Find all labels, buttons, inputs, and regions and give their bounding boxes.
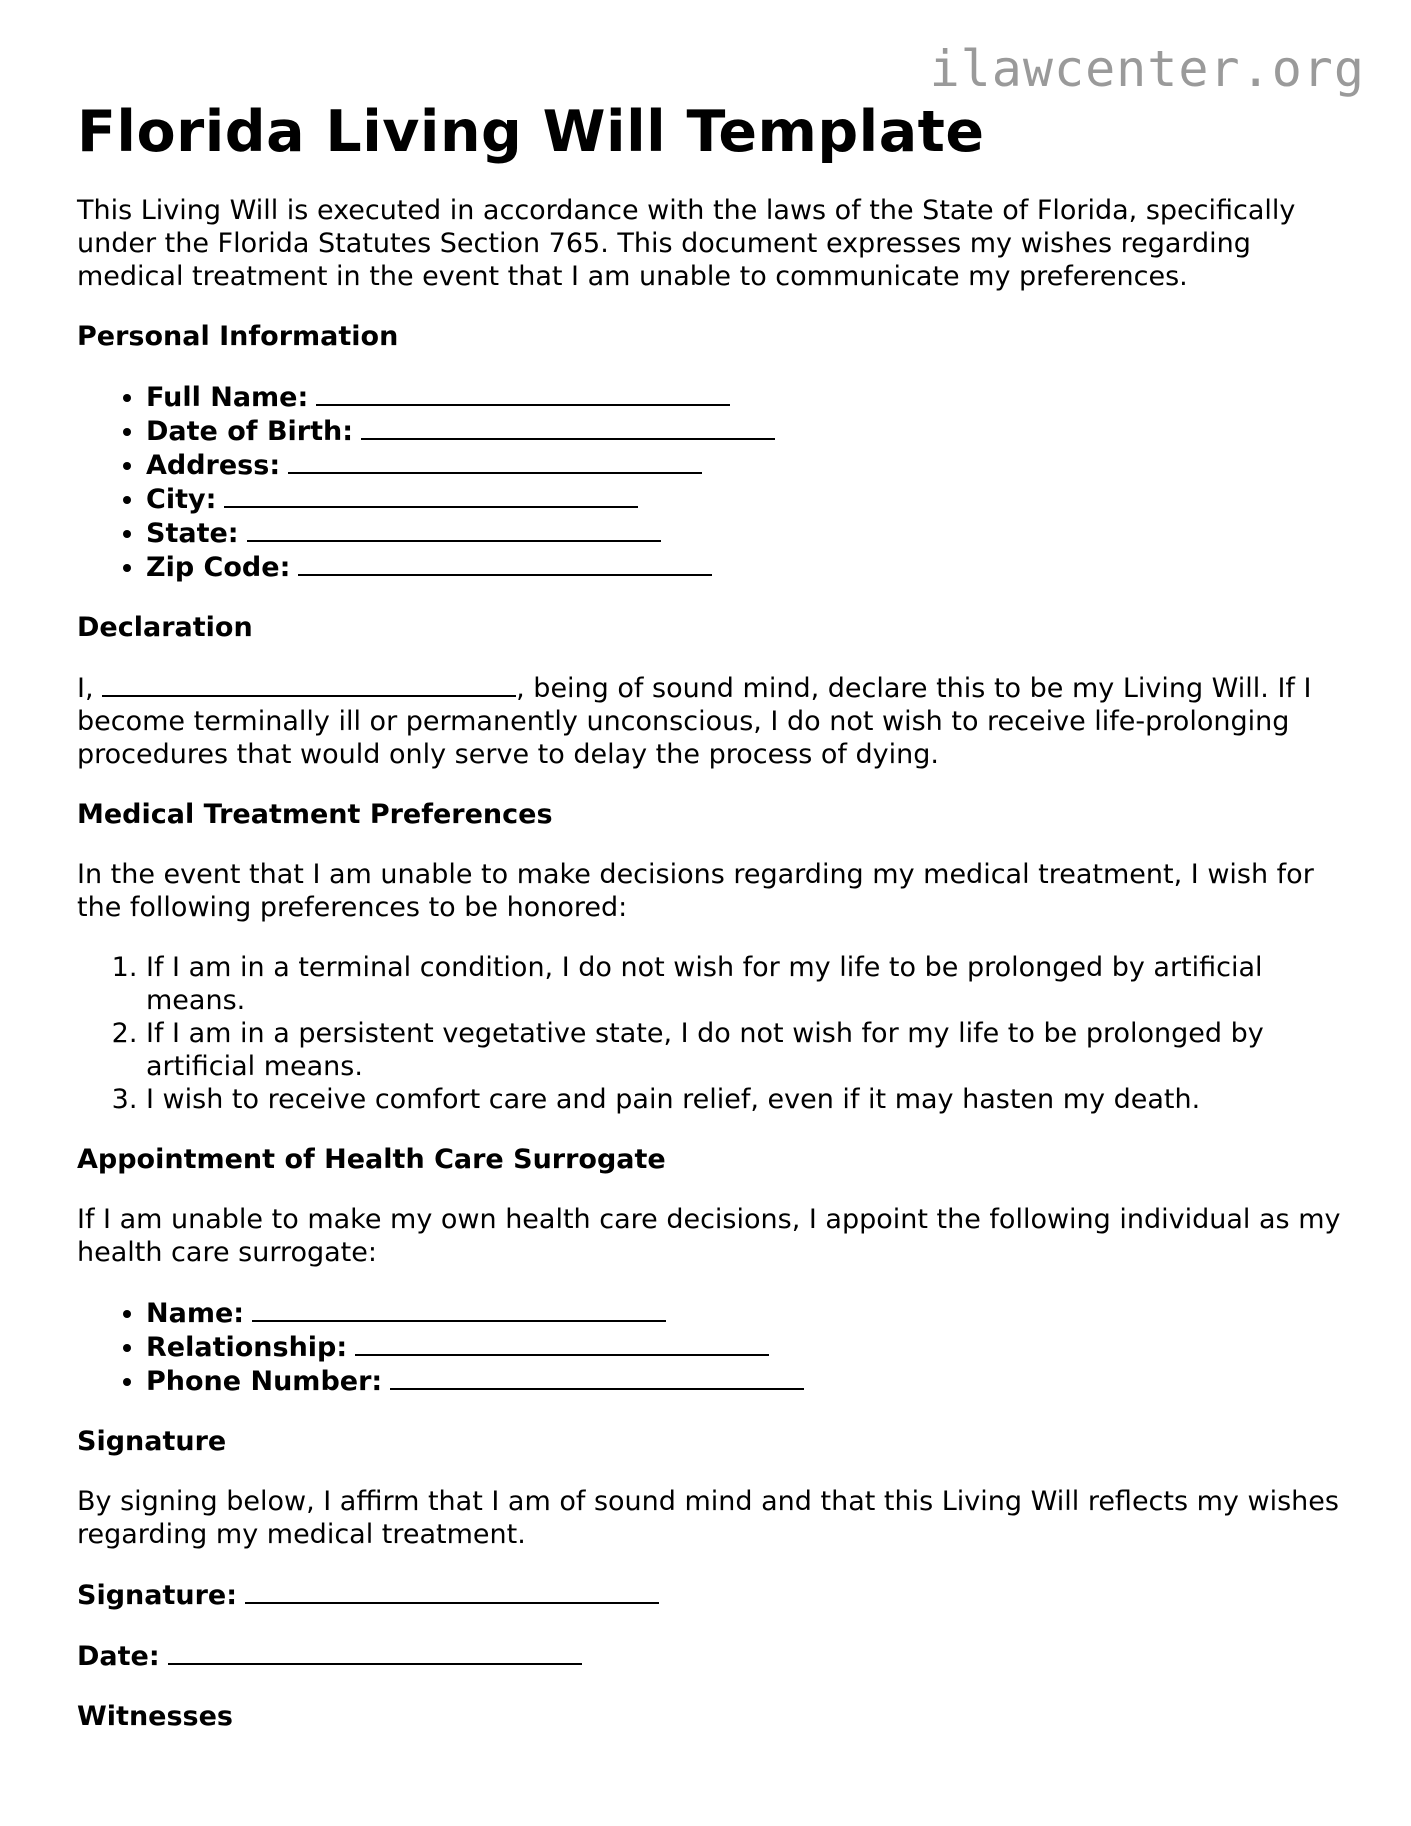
signature-paragraph: By signing below, I affirm that I am of sound mind and that this Living Will reflects my wishes regarding my medical treatment. <box>77 1486 1339 1550</box>
personal-info-list <box>77 380 1357 584</box>
field-label: Phone Number: <box>146 1366 383 1397</box>
medical-preferences-list <box>77 951 1357 1116</box>
signature-heading: Signature <box>77 1426 227 1457</box>
list-item <box>146 1330 1357 1364</box>
list-item <box>146 482 1357 516</box>
signature-label: Signature: <box>77 1580 238 1611</box>
date-of-birth-blank[interactable] <box>361 414 775 440</box>
personal-info-heading: Personal Information <box>77 321 399 352</box>
list-item <box>146 414 1357 448</box>
relationship-blank[interactable] <box>355 1330 769 1356</box>
list-item <box>146 1364 1357 1398</box>
surrogate-heading: Appointment of Health Care Surrogate <box>77 1144 666 1175</box>
date-line <box>77 1639 1357 1673</box>
page-title: Florida Living Will Template <box>77 99 985 165</box>
declaration-paragraph <box>77 671 1357 771</box>
list-item <box>146 448 1357 482</box>
surrogate-name-blank[interactable] <box>252 1296 666 1322</box>
declaration-heading: Declaration <box>77 612 253 643</box>
list-item: 2. If I am in a persistent vegetative state, I do not wish for my life to be prolonged by artificial means. <box>146 1017 1357 1083</box>
list-item <box>146 516 1357 550</box>
field-label: Full Name: <box>146 382 309 413</box>
surrogate-list <box>77 1296 1357 1398</box>
document-page <box>77 92 1357 1733</box>
field-label: State: <box>146 518 239 549</box>
intro-paragraph: This Living Will is executed in accordance with the laws of the State of Florida, specifically under the Florida Statutes Section 765. This document expresses my wishes regarding medical treatment in the event that I am unable to communicate my preferences. <box>77 195 1296 292</box>
list-item <box>146 1296 1357 1330</box>
declaration-text: , being of sound mind, declare this to be my Living Will. If I become terminally ill or permanently unconscious, I do not wish to receive life-prolonging procedures that would only serve to delay the process of dying. <box>77 673 1312 770</box>
field-label: Zip Code: <box>146 552 291 583</box>
zip-code-blank[interactable] <box>298 550 712 576</box>
field-label: Address: <box>146 450 281 481</box>
declaration-prefix: I, <box>77 673 94 704</box>
surrogate-intro: If I am unable to make my own health care decisions, I appoint the following individual as my health care surrogate: <box>77 1204 1341 1268</box>
date-label: Date: <box>77 1641 160 1672</box>
list-item: 1. If I am in a terminal condition, I do not wish for my life to be prolonged by artificial means. <box>146 951 1357 1017</box>
city-blank[interactable] <box>224 482 638 508</box>
witnesses-heading: Witnesses <box>77 1701 234 1732</box>
date-blank[interactable] <box>168 1639 582 1665</box>
list-item <box>146 550 1357 584</box>
list-item <box>146 380 1357 414</box>
declarant-name-blank[interactable] <box>102 671 516 697</box>
field-label: Relationship: <box>146 1332 348 1363</box>
address-blank[interactable] <box>288 448 702 474</box>
watermark: ilawcenter.org <box>929 40 1365 98</box>
list-item: 3. I wish to receive comfort care and pain relief, even if it may hasten my death. <box>146 1083 1357 1116</box>
field-label: City: <box>146 484 217 515</box>
full-name-blank[interactable] <box>316 380 730 406</box>
medical-heading: Medical Treatment Preferences <box>77 799 553 830</box>
phone-number-blank[interactable] <box>390 1364 804 1390</box>
signature-blank[interactable] <box>245 1578 659 1604</box>
field-label: Date of Birth: <box>146 416 354 447</box>
field-label: Name: <box>146 1298 245 1329</box>
state-blank[interactable] <box>247 516 661 542</box>
signature-line <box>77 1578 1357 1612</box>
medical-intro: In the event that I am unable to make decisions regarding my medical treatment, I wish for the following preferences to be honored: <box>77 859 1314 923</box>
